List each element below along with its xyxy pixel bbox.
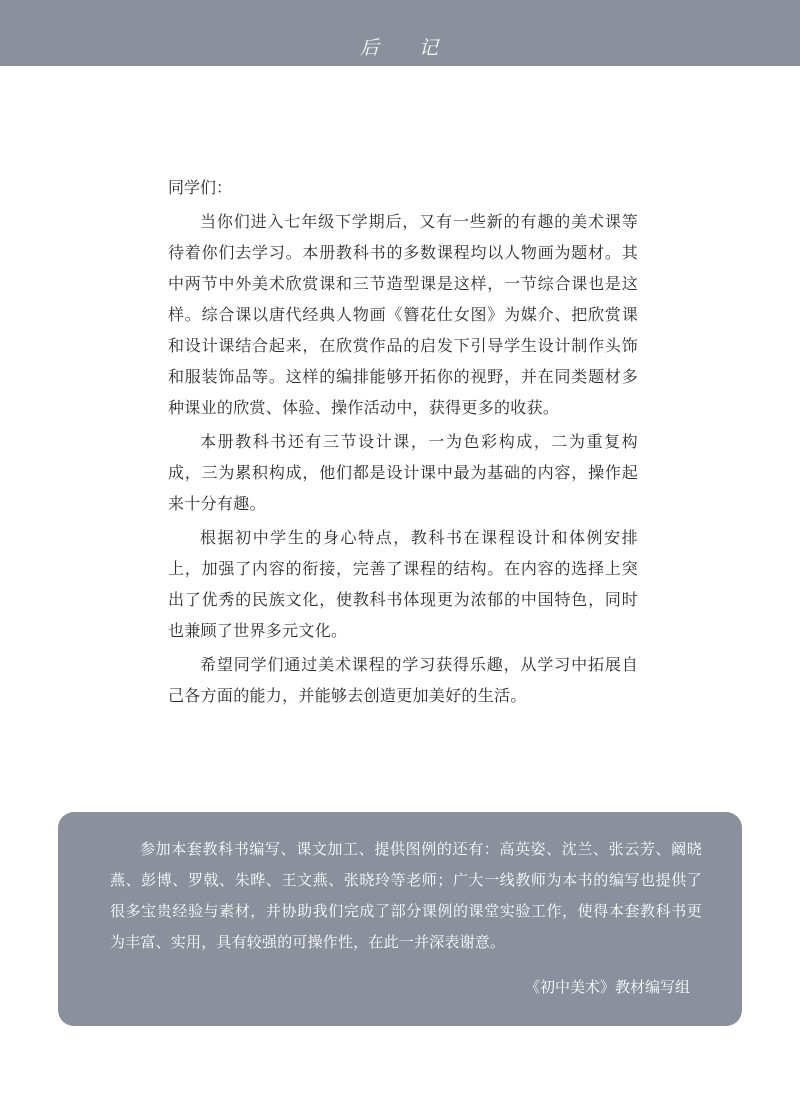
paragraph-3: 根据初中学生的身心特点，教科书在课程设计和体例安排上，加强了内容的衔接，完善了课程的结构。在内容的选择上突出了优秀的民族文化，使教科书体现更为浓郁的中国特色，同时也兼顾了世界多元文化。: [168, 528, 638, 640]
acknowledgement-text: 参加本套教科书编写、课文加工、提供图例的还有：高英姿、沈兰、张云芳、阚晓燕、彭博、罗戟、朱晔、王文燕、张晓玲等老师；广大一线教师为本书的编写也提供了很多宝贵经验与素材，并协助我们完成了部分课例的课堂实验工作，使得本套教科书更为丰富、实用，具有较强的可操作性，在此一并深表谢意。: [110, 840, 702, 951]
paragraph-4: 希望同学们通过美术课程的学习获得乐趣，从学习中拓展自己各方面的能力，并能够去创造更加美好的生活。: [168, 655, 638, 705]
paragraph-2: 本册教科书还有三节设计课，一为色彩构成，二为重复构成，三为累积构成，他们都是设计课中最为基础的内容，操作起来十分有趣。: [168, 432, 638, 513]
paragraph-1: 当你们进入七年级下学期后，又有一些新的有趣的美术课等待着你们去学习。本册教科书的多数课程均以人物画为题材。其中两节中外美术欣赏课和三节造型课是这样，一节综合课也是这样。综合课以唐代经典人物画《簪花仕女图》为媒介、把欣赏课和设计课结合起来，在欣赏作品的启发下引导学生设计制作头饰和服装饰品等。这样的编排能够开拓你的视野，并在同类题材多种课业的欣赏、体验、操作活动中，获得更多的收获。: [168, 212, 638, 417]
letter-body: [168, 172, 638, 714]
acknowledgement-box: [58, 812, 742, 1026]
salutation: 同学们：: [168, 178, 233, 197]
page-title-part1: 后: [359, 37, 381, 59]
acknowledgement-signature: 《初中美术》教材编写组: [524, 978, 690, 996]
page-title-part2: 记: [419, 37, 441, 59]
page-title: [0, 0, 800, 66]
